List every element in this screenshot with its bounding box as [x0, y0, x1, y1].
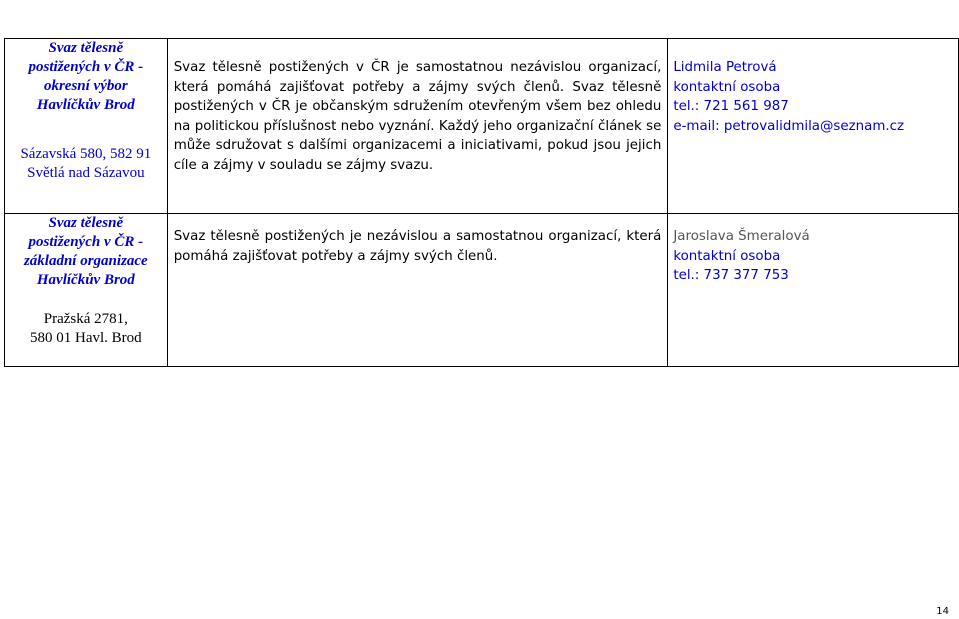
contact-role: kontaktní osoba: [673, 79, 781, 95]
organization-cell: [5, 39, 168, 214]
organization-address: Pražská 2781, 580 01 Havl. Brod: [30, 311, 142, 346]
description-cell: [167, 39, 668, 214]
contact-name: Lidmila Petrová: [673, 60, 777, 75]
page-number: 14: [936, 606, 949, 617]
organization-name: Svaz tělesně postižených v ČR - okresní výbor Havlíčkův Brod: [28, 40, 144, 113]
organization-address: Sázavská 580, 582 91 Světlá nad Sázavou: [20, 146, 152, 181]
contact-cell: [668, 39, 959, 214]
contact-phone: tel.: 737 377 753: [673, 268, 789, 284]
contact-phone: tel.: 721 561 987: [673, 99, 789, 115]
table-row: [5, 39, 959, 214]
contact-name: Jaroslava Šmeralová: [673, 229, 810, 244]
organization-description: Svaz tělesně postižených v ČR je samostatnou nezávislou organizací, která pomáhá zajišťovat potřeby a zájmy svých členů. Svaz tělesně postižených v ČR je občanským sdružením otevřeným všem bez ohledu na politickou příslušnost nebo vyznání. Každý jeho organizační článek se může sdružovat s dalšími organizacemi a iniciativami, pokud jsou jejich cíle a zájmy v souladu se zájmy svazu.: [173, 60, 662, 173]
organization-name: Svaz tělesně postižených v ČR - základní organizace Havlíčkův Brod: [23, 215, 148, 288]
contact-role: kontaktní osoba: [673, 248, 781, 264]
organizations-table: [4, 38, 959, 367]
table-row: [5, 214, 959, 367]
contact-cell: [668, 214, 959, 367]
description-cell: [167, 214, 668, 367]
contact-email[interactable]: e-mail: petrovalidmila@seznam.cz: [673, 118, 905, 134]
contact-block: [668, 214, 958, 286]
contact-block: [668, 39, 958, 136]
organization-cell: [5, 214, 168, 367]
organization-description: Svaz tělesně postižených je nezávislou a samostatnou organizací, která pomáhá zajišťovat potřeby a zájmy svých členů.: [173, 229, 662, 264]
